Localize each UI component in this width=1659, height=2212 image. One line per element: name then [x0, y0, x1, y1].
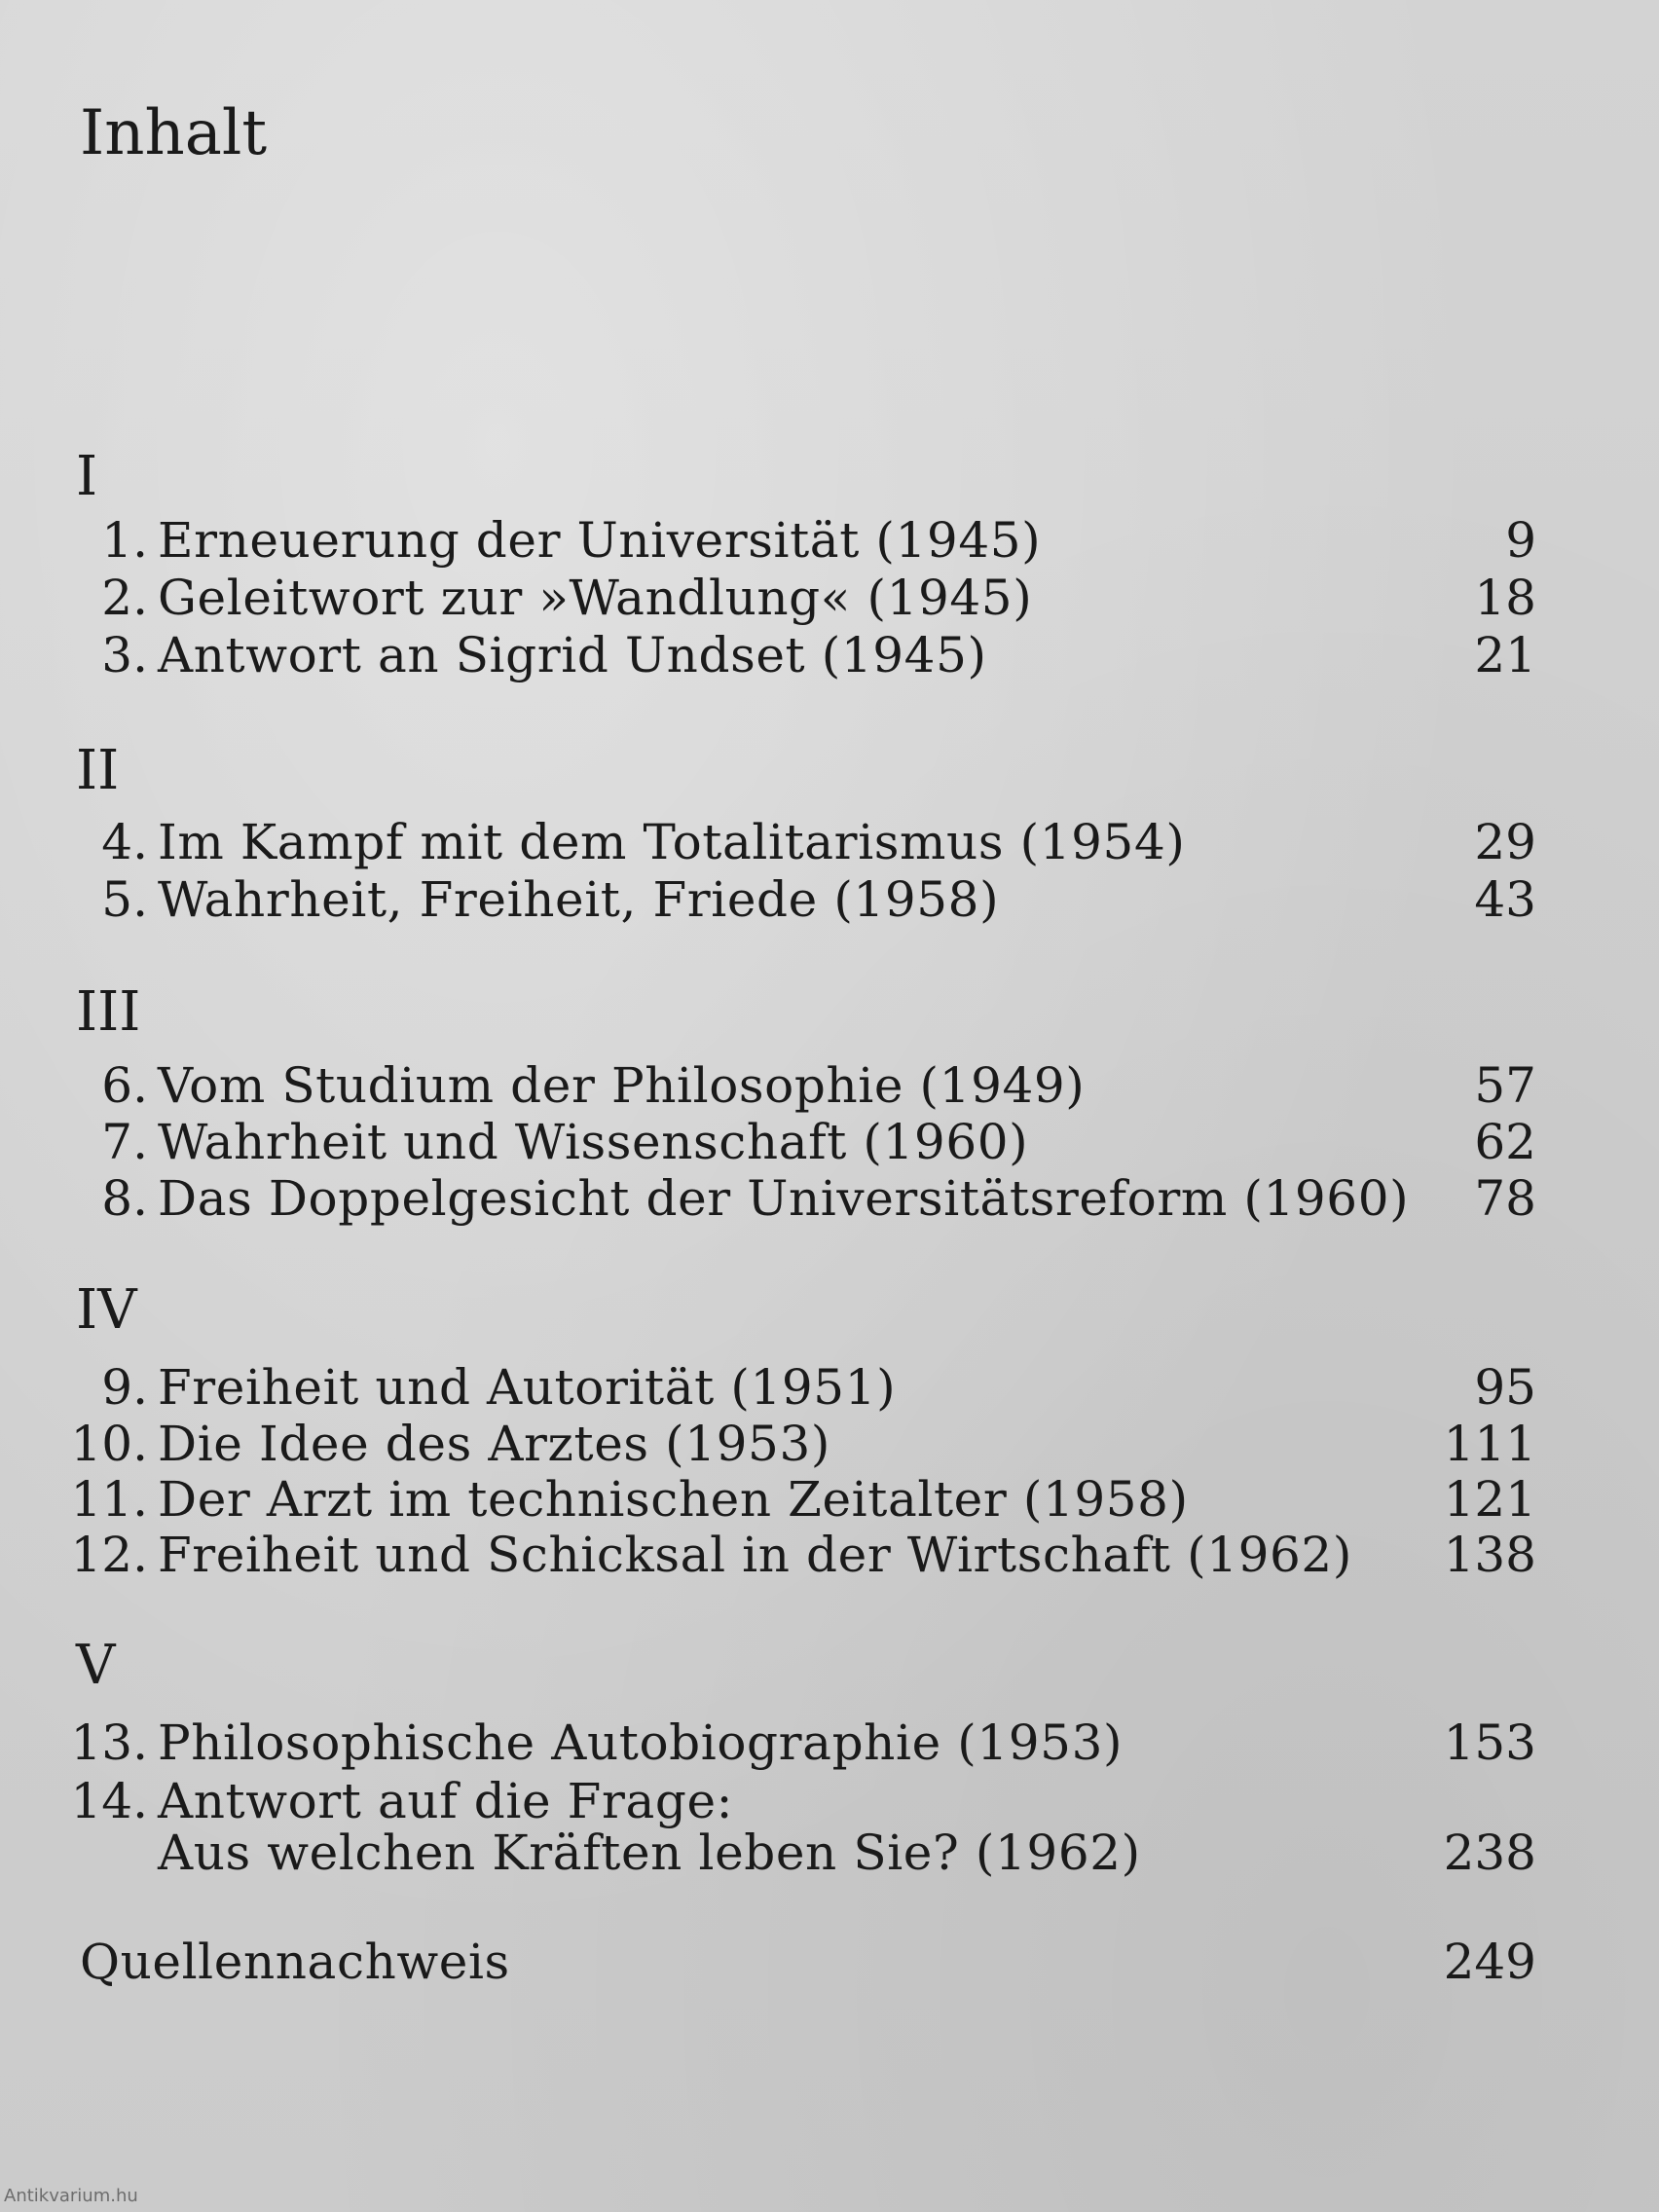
entry-number: 2. [101, 570, 148, 626]
entry-number: 1. [101, 512, 148, 569]
entry-title: Antwort an Sigrid Undset (1945) [158, 627, 987, 683]
entry-title: Der Arzt im technischen Zeitalter (1958) [158, 1471, 1189, 1528]
toc-entry [0, 1359, 1659, 1418]
entry-page: 29 [1474, 814, 1536, 870]
entry-title: Das Doppelgesicht der Universitätsreform (1960) [158, 1170, 1410, 1227]
entry-number: 5. [101, 871, 148, 928]
entry-page: 43 [1474, 871, 1536, 928]
entry-page: 78 [1474, 1170, 1536, 1227]
entry-page: 21 [1474, 627, 1536, 683]
toc-entry [0, 1057, 1659, 1116]
toc-entry [0, 1114, 1659, 1172]
section-numeral-3: III [76, 980, 141, 1044]
entry-number: 3. [101, 627, 148, 683]
entry-page: 9 [1505, 512, 1536, 569]
toc-entry [0, 1773, 1659, 1831]
entry-page: 153 [1443, 1714, 1536, 1771]
entry-title: Wahrheit und Wissenschaft (1960) [158, 1114, 1029, 1170]
section-numeral-4: IV [76, 1278, 137, 1342]
entry-number: 9. [101, 1359, 148, 1416]
toc-entry [0, 1471, 1659, 1530]
entry-title: Wahrheit, Freiheit, Friede (1958) [158, 871, 1000, 928]
page-title: Inhalt [80, 97, 268, 169]
toc-entry [0, 1170, 1659, 1229]
toc-entry-continuation [0, 1825, 1659, 1883]
entry-title: Antwort auf die Frage: [158, 1773, 734, 1829]
entry-number: 11. [70, 1471, 148, 1528]
entry-number: 7. [101, 1114, 148, 1170]
toc-entry [0, 814, 1659, 872]
entry-title: Aus welchen Kräften leben Sie? (1962) [158, 1825, 1141, 1881]
toc-entry [0, 1527, 1659, 1585]
toc-entry [0, 627, 1659, 685]
section-numeral-2: II [76, 739, 120, 802]
entry-title: Im Kampf mit dem Totalitarismus (1954) [158, 814, 1186, 870]
entry-title: Freiheit und Schicksal in der Wirtschaft (1962) [158, 1527, 1352, 1583]
entry-number: 6. [101, 1057, 148, 1114]
entry-page: 57 [1474, 1057, 1536, 1114]
entry-number: 13. [70, 1714, 148, 1771]
entry-number: 12. [70, 1527, 148, 1583]
section-numeral-1: I [76, 445, 98, 508]
entry-page: 121 [1443, 1471, 1536, 1528]
entry-number: 8. [101, 1170, 148, 1227]
entry-page: 62 [1474, 1114, 1536, 1170]
entry-title: Die Idee des Arztes (1953) [158, 1416, 830, 1472]
entry-title: Freiheit und Autorität (1951) [158, 1359, 897, 1416]
entry-number: 4. [101, 814, 148, 870]
sources-entry [0, 1934, 1659, 1992]
section-numeral-5: V [76, 1634, 116, 1697]
entry-number: 10. [70, 1416, 148, 1472]
entry-number: 14. [70, 1773, 148, 1829]
entry-title: Philosophische Autobiographie (1953) [158, 1714, 1124, 1771]
entry-page: 238 [1443, 1825, 1536, 1881]
toc-entry [0, 512, 1659, 571]
toc-entry [0, 1416, 1659, 1474]
entry-page: 95 [1474, 1359, 1536, 1416]
entry-title: Erneuerung der Universität (1945) [158, 512, 1042, 569]
entry-title: Vom Studium der Philosophie (1949) [158, 1057, 1086, 1114]
sources-page: 249 [1443, 1934, 1536, 1990]
entry-page: 138 [1443, 1527, 1536, 1583]
watermark: Antikvarium.hu [4, 2186, 138, 2206]
toc-entry [0, 570, 1659, 628]
entry-page: 111 [1443, 1416, 1536, 1472]
toc-entry [0, 871, 1659, 930]
sources-label: Quellennachweis [80, 1934, 510, 1990]
toc-entry [0, 1714, 1659, 1773]
entry-title: Geleitwort zur »Wandlung« (1945) [158, 570, 1033, 626]
entry-page: 18 [1474, 570, 1536, 626]
